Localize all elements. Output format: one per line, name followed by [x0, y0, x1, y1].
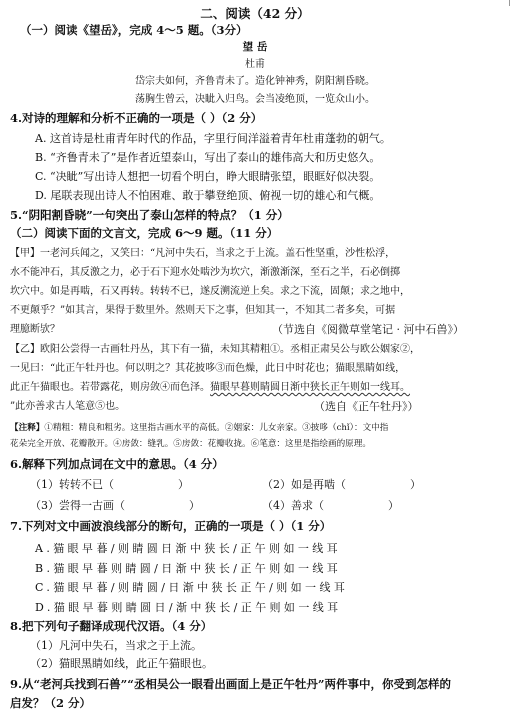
- yi-line-1: 【乙】欧阳公尝得一古画牡丹丛，其下有一猫，未知其精粗①。丞相正肃吴公与欧公姻家②，: [10, 344, 420, 355]
- q8-stem: 8.把下列句子翻译成现代汉语。（4 分）: [10, 619, 213, 633]
- q7-option-d: D.猫眼早暮则睛圆日/渐中狭长/正午则如一线耳: [35, 601, 342, 614]
- q6-item-1: [30, 477, 189, 492]
- q4-option-c: C. “决眦”写出诗人想把一切看个明白，睁大眼睛张望，眼眶好似决裂。: [35, 170, 381, 183]
- poem-line-1: 岱宗夫如何，齐鲁青未了。造化钟神秀，阴阳割昏晓。: [135, 76, 375, 87]
- q7-option-c: C.猫眼早暮/则睛圆/日渐中狭长正午/则如一线耳: [35, 581, 349, 594]
- q8-item-2: （2）猫眼黑睛如线，此正午猫眼也。: [30, 657, 213, 670]
- q6-item-3-close: ）: [189, 499, 200, 512]
- yi-line-3: [10, 380, 410, 395]
- q6-item-4: [262, 498, 399, 513]
- q6-item-1-close: ）: [178, 478, 189, 491]
- q6-item-4-text: （4）善求（: [262, 499, 324, 512]
- section-title: 二、阅读（42 分）: [200, 6, 310, 21]
- jia-line-1: 【甲】一老河兵闻之，又笑曰：“凡河中失石，当求之于上流。盖石性坚重，沙性松浮，: [10, 248, 396, 259]
- jia-line-5: 理臆断欤？: [10, 324, 60, 335]
- q9-stem: 9.从“老河兵找到石兽”“丞相吴公一眼看出画面上是正午牡丹”两件事中，你受到怎样的: [10, 677, 451, 691]
- q4-option-b: B. “齐鲁青未了”是作者近望泰山，写出了泰山的雄伟高大和历史悠久。: [35, 151, 381, 164]
- note-line-2: 花朵完全开放、花瓣散开。④房敛：缝乳。⑤房敛：花瓣收拢。⑥笔意：这里是指绘画的原理。: [10, 439, 371, 449]
- q7-stem: 7.下列对文中画波浪线部分的断句，正确的一项是（ ）（1 分）: [10, 519, 332, 533]
- q4-stem: 4.对诗的理解和分析不正确的一项是（ ）（2 分）: [10, 111, 263, 125]
- note-line-1: [10, 421, 388, 436]
- jia-source: （节选自《阅微草堂笔记 · 河中石兽》）: [272, 323, 464, 336]
- q4-option-d: D. 尾联表现出诗人不怕困难、敢于攀登绝顶、俯视一切的雄心和气概。: [35, 189, 381, 202]
- yi-line-2: 一见曰：“此正午牡丹也。何以明之？其花披哆③而色燥，此日中时花也；猫眼黑睛如线，: [10, 363, 406, 374]
- jia-line-4: 不更颠乎？”如其言，果得于数里外。然则天下之事，但知其一，不知其二者多矣，可据: [10, 305, 396, 316]
- yi-wavy-sentence: 猫眼早暮则睛圆日渐中狭长正午则如一线耳。: [210, 382, 410, 393]
- q6-item-4-close: ）: [388, 499, 399, 512]
- q6-item-2-text: （2）如是再啮（: [262, 478, 346, 491]
- q6-stem: 6.解释下列加点词在文中的意思。（4 分）: [10, 457, 224, 471]
- q8-item-1: （1）凡河中失石，当求之于上流。: [30, 639, 202, 652]
- q7-option-b: B.猫眼早暮则睛圆/日渐中狭长/正午则如一线耳: [35, 562, 342, 575]
- poem-title: 望 岳: [242, 41, 268, 53]
- poem-author: 杜甫: [245, 59, 265, 70]
- q5-stem: 5.“阴阳割昏晓”一句突出了泰山怎样的特点？（1 分）: [10, 208, 289, 222]
- part2-heading: （二）阅读下面的文言文，完成 6～9 题。（11 分）: [10, 226, 279, 240]
- q6-item-3: [30, 498, 200, 513]
- yi-source: （选自《正午牡丹》）: [314, 400, 419, 413]
- jia-line-2: 水不能冲石，其反激之力，必于石下迎水处啮沙为坎穴，渐激渐深，至石之半，石必倒掷: [10, 267, 400, 278]
- yi-line-3-text: 此正午猫眼也。若带露花，则房敛④而色泽。: [10, 382, 210, 393]
- q6-item-2-close: ）: [410, 478, 421, 491]
- poem-line-2: 荡胸生曾云，决眦入归鸟。会当凌绝顶，一览众山小。: [135, 94, 375, 105]
- q6-item-1-text: （1）转转不已（: [30, 478, 114, 491]
- q7-option-a: A.猫眼早暮/则睛圆日渐中狭长/正午则如一线耳: [35, 542, 342, 555]
- note-text-1: ①精粗：精良和粗劣。这里指古画水平的高低。②姻家：儿女亲家。③披哆（chǐ）：文中指: [44, 423, 389, 433]
- part1-heading: （一）阅读《望岳》，完成 4～5 题。（3分）: [20, 23, 248, 37]
- q4-option-a: A. 这首诗是杜甫青年时代的作品，字里行间洋溢着青年杜甫蓬勃的朝气。: [35, 132, 391, 145]
- q6-item-3-text: （3）尝得一古画（: [30, 499, 125, 512]
- note-label: 【注释】: [10, 423, 45, 433]
- yi-line-4: ”此亦善求古人笔意⑤也。: [10, 401, 126, 412]
- jia-line-3: 坎穴中。如是再啮，石又再转。转转不已，遂反溯流逆上矣。求之下流，固颠；求之地中，: [10, 286, 410, 297]
- q6-item-2: [262, 477, 421, 492]
- q9-stem-cont: 启发？（2 分）: [10, 696, 92, 710]
